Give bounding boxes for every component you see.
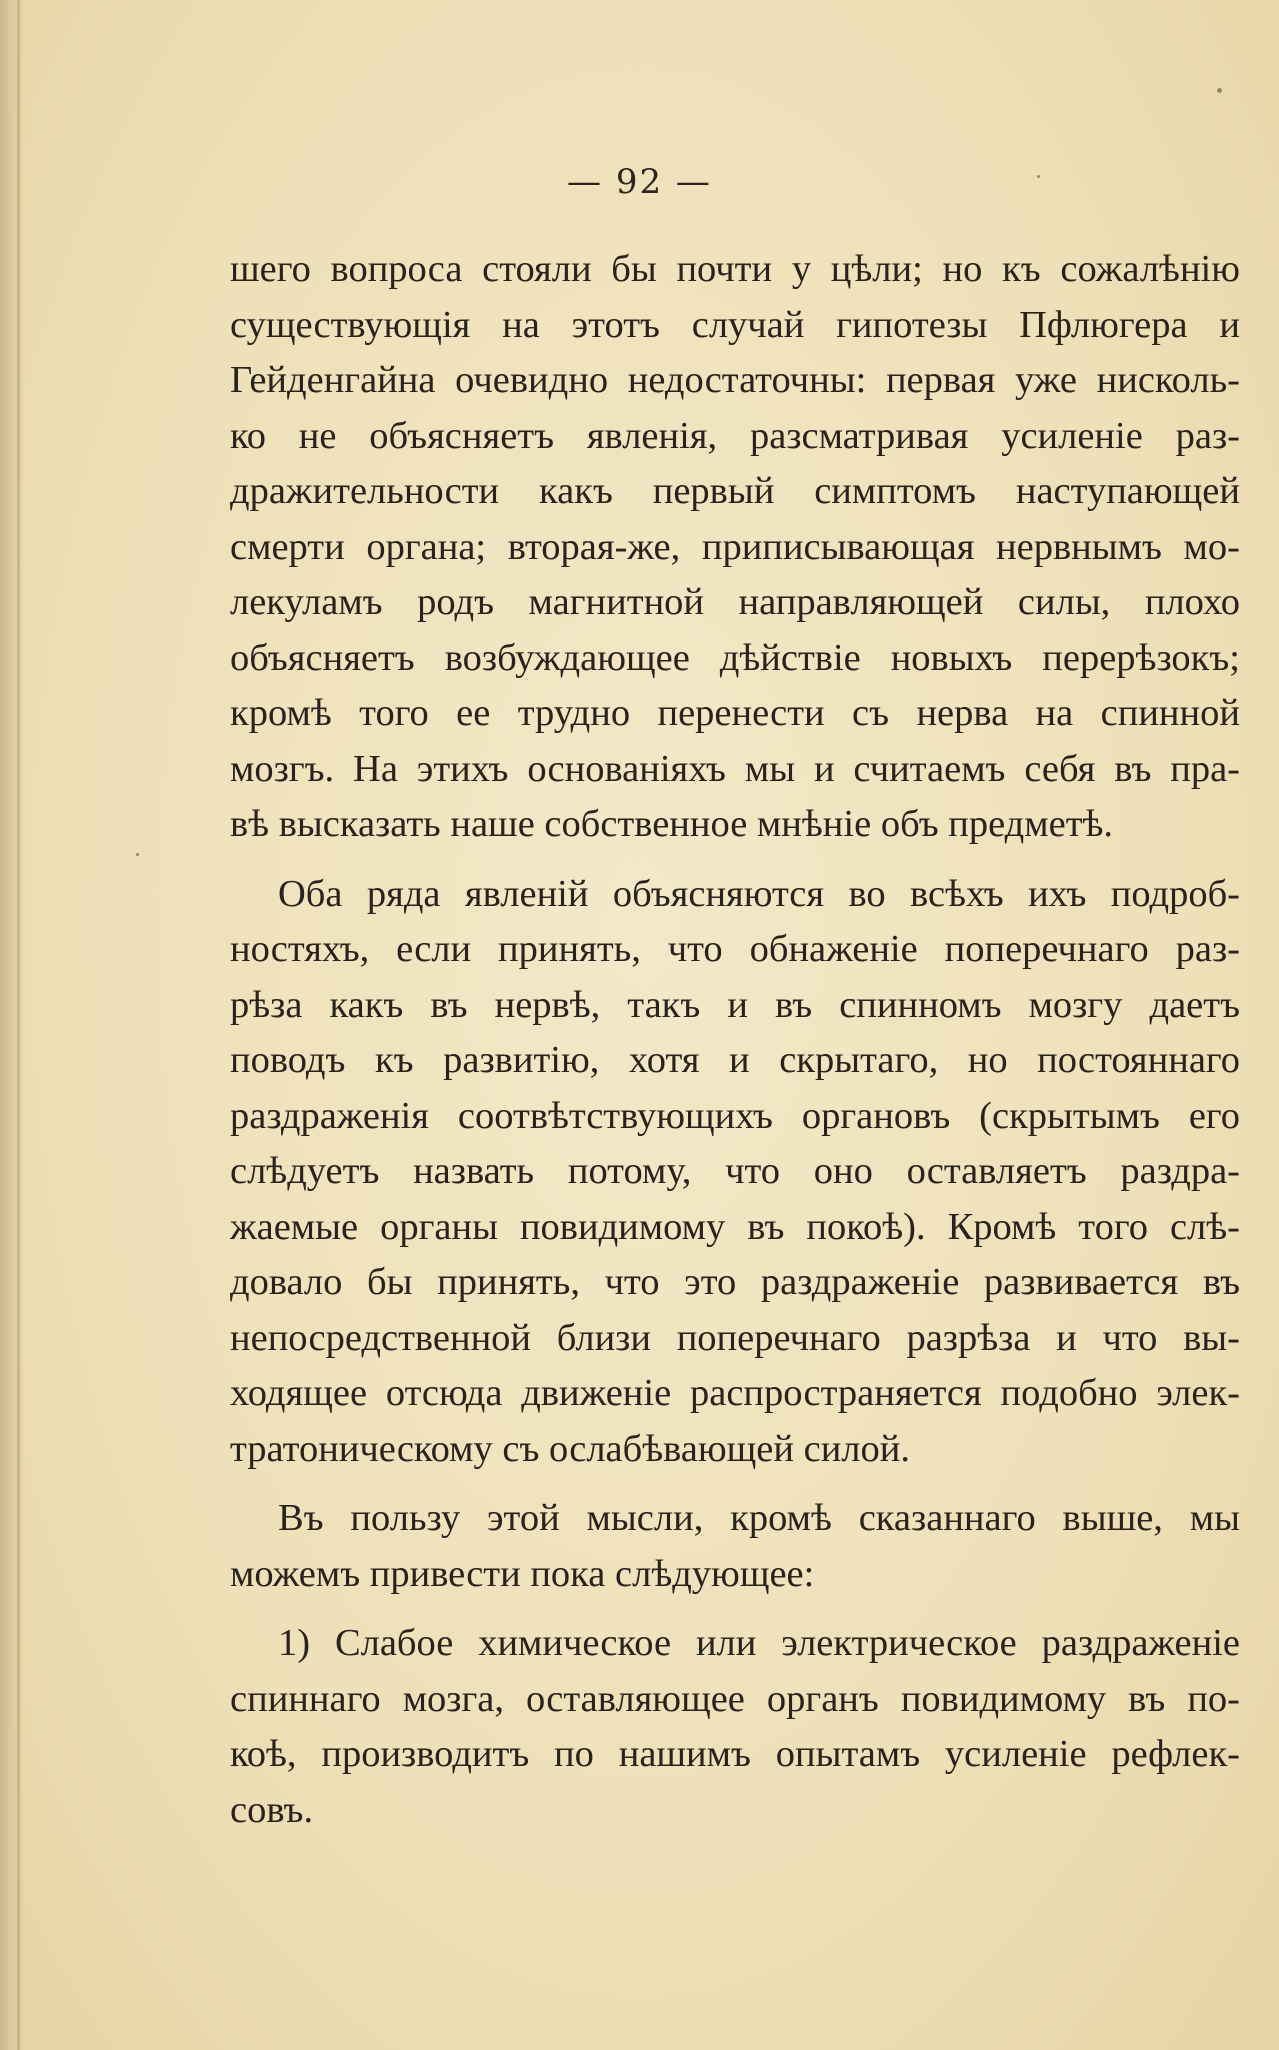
paragraph-3: [230, 1491, 1240, 1602]
text-line: можемъ привести пока слѣдующее:: [230, 1552, 815, 1595]
text-line: объясняетъ возбуждающее дѣйствіе новыхъ перерѣзокъ;: [230, 636, 1240, 679]
text-line: мозгъ. На этихъ основаніяхъ мы и считаемъ себя въ пра-: [230, 747, 1240, 790]
text-line: Оба ряда явленій объясняются во всѣхъ ихъ подроб-: [278, 872, 1240, 915]
text-line: ко не объясняетъ явленія, разсматривая усиленіе раз-: [230, 414, 1240, 457]
text-line: раздраженія соотвѣтствующихъ органовъ (скрытымъ его: [230, 1094, 1240, 1137]
text-line: смерти органа; вторая-же, приписывающая нервнымъ мо-: [230, 525, 1240, 568]
ink-speck: [1037, 175, 1040, 178]
paragraph-4: [230, 1616, 1240, 1838]
text-line: коѣ, производитъ по нашимъ опытамъ усиленіе рефлек-: [230, 1733, 1240, 1775]
text-line: Въ пользу этой мысли, кромѣ сказаннаго выше, мы: [278, 1497, 1240, 1539]
text-line: совъ.: [230, 1788, 314, 1831]
text-line: тратоническому съ ослабѣвающей силой.: [230, 1427, 910, 1470]
text-line: непосредственной близи поперечнаго разрѣза и что вы-: [230, 1316, 1240, 1359]
binding-line: [17, 0, 20, 2050]
ink-speck: [1217, 88, 1222, 93]
paragraph-2: [230, 867, 1240, 1478]
text-line: существующія на этотъ случай гипотезы Пфлюгера и: [230, 303, 1240, 346]
text-line: спиннаго мозга, оставляющее органъ повидимому въ по-: [230, 1677, 1240, 1720]
text-line: кромѣ того ее трудно перенести съ нерва на спинной: [230, 692, 1240, 734]
binding-edge: [0, 0, 26, 2050]
text-line: Гейденгайна очевидно недостаточны: первая уже нисколь-: [230, 359, 1240, 401]
text-line: жаемые органы повидимому въ покоѣ). Кромѣ того слѣ-: [230, 1205, 1240, 1248]
body-text: [230, 242, 1240, 1838]
text-line: поводъ къ развитію, хотя и скрытаго, но постояннаго: [230, 1039, 1240, 1081]
paragraph-1: [230, 242, 1240, 853]
page-number: — 92 —: [567, 162, 712, 202]
text-line: слѣдуетъ назвать потому, что оно оставляетъ раздра-: [230, 1150, 1240, 1192]
text-line: ходящее отсюда движеніе распространяется подобно элек-: [230, 1372, 1240, 1414]
ink-speck: [136, 853, 139, 856]
text-line: вѣ высказать наше собственное мнѣніе объ предметѣ.: [230, 803, 1114, 845]
text-line: довало бы принять, что это раздраженіе развивается въ: [230, 1261, 1240, 1303]
text-line: лекуламъ родъ магнитной направляющей силы, плохо: [230, 581, 1240, 623]
text-line: 1) Слабое химическое или электрическое раздраженіе: [278, 1622, 1240, 1664]
text-line: дражительности какъ первый симптомъ наступающей: [230, 470, 1240, 512]
text-line: ностяхъ, если принять, что обнаженіе поперечнаго раз-: [230, 928, 1240, 970]
text-line: шего вопроса стояли бы почти у цѣли; но къ сожалѣнію: [230, 248, 1240, 290]
text-line: рѣза какъ въ нервѣ, такъ и въ спинномъ мозгу даетъ: [230, 983, 1240, 1026]
